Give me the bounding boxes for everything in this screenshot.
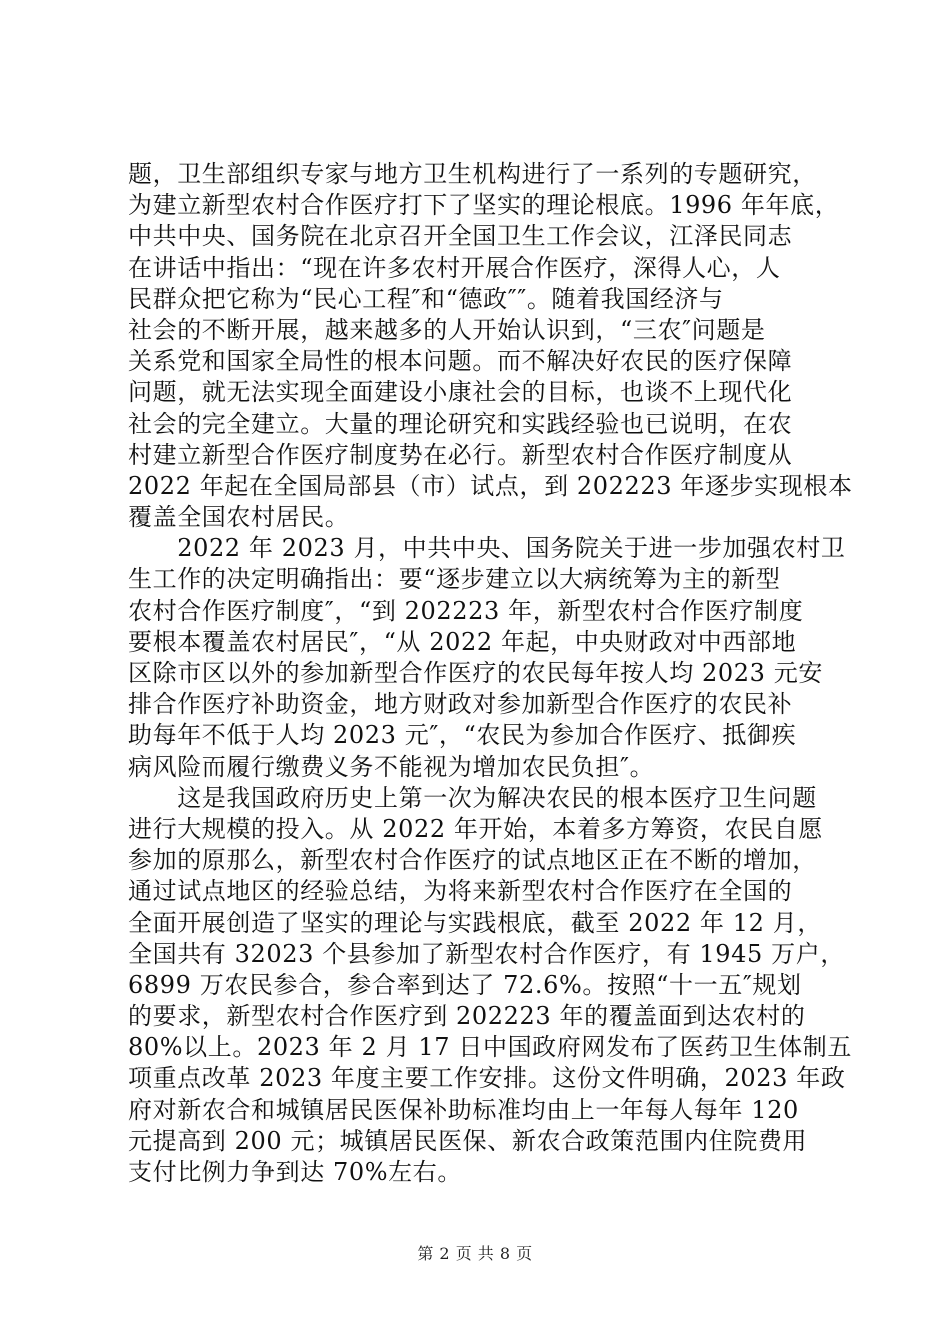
text-line: 民群众把它称为“民心工程″和“德政″″。随着我国经济与 (128, 284, 724, 313)
text-line: 生工作的决定明确指出：要“逐步建立以大病统筹为主的新型 (128, 565, 781, 594)
text-line: 项重点改革 2023 年度主要工作安排。这份文件明确，2023 年政 (128, 1064, 846, 1093)
text-line: 参加的原那么，新型农村合作医疗的试点地区正在不断的增加， (128, 846, 817, 875)
text-line: 全面开展创造了坚实的理论与实践根底，截至 2022 年 12 月， (128, 908, 822, 937)
text-line: 的要求，新型农村合作医疗到 202223 年的覆盖面到达农村的 (128, 1002, 806, 1031)
paragraph-2 (128, 533, 846, 783)
text-line: 题，卫生部组织专家与地方卫生机构进行了一系列的专题研究， (128, 160, 817, 188)
text-line: 问题，就无法实现全面建设小康社会的目标，也谈不上现代化 (128, 378, 793, 407)
text-line: 村建立新型合作医疗制度势在必行。新型农村合作医疗制度从 (128, 440, 793, 469)
text-line: 府对新农合和城镇居民医保补助标准均由上一年每人每年 120 (128, 1095, 799, 1124)
paragraph-3 (128, 783, 852, 1188)
paragraph-1 (128, 159, 853, 533)
text-line: 助每年不低于人均 2023 元″，“农民为参加合作医疗、抵御疾 (128, 721, 797, 750)
text-line: 社会的不断开展，越来越多的人开始认识到，“三农″问题是 (128, 315, 766, 344)
text-line: 中共中央、国务院在北京召开全国卫生工作会议，江泽民同志 (128, 222, 793, 251)
text-line: 要根本覆盖农村居民″，“从 2022 年起，中央财政对中西部地 (128, 627, 797, 656)
text-line: 2022 年起在全国局部县（市）试点，到 202223 年逐步实现根本 (128, 471, 853, 500)
text-line: 关系党和国家全局性的根本问题。而不解决好农民的医疗保障 (128, 347, 793, 376)
text-line: 农村合作医疗制度″，“到 202223 年，新型农村合作医疗制度 (128, 596, 804, 625)
text-line: 80%以上。2023 年 2 月 17 日中国政府网发布了医药卫生体制五 (128, 1033, 852, 1062)
text-line: 这是我国政府历史上第一次为解决农民的根本医疗卫生问题 (128, 783, 817, 812)
text-line: 元提高到 200 元；城镇居民医保、新农合政策范围内住院费用 (128, 1126, 808, 1155)
text-line: 排合作医疗补助资金，地方财政对参加新型合作医疗的农民补 (128, 690, 793, 719)
text-line: 通过试点地区的经验总结，为将来新型农村合作医疗在全国的 (128, 877, 793, 906)
text-line: 为建立新型农村合作医疗打下了坚实的理论根底。1996 年年底， (128, 191, 840, 220)
text-line: 社会的完全建立。大量的理论研究和实践经验也已说明，在农 (128, 409, 793, 438)
text-line: 支付比例力争到达 70%左右。 (128, 1158, 462, 1186)
text-line: 2022 年 2023 月，中共中央、国务院关于进一步加强农村卫 (128, 534, 846, 563)
text-line: 全国共有 32023 个县参加了新型农村合作医疗，有 1945 万户， (128, 939, 845, 968)
text-line: 进行大规模的投入。从 2022 年开始，本着多方筹资，农民自愿 (128, 814, 823, 843)
page-footer: 第 2 页 共 8 页 (417, 1244, 533, 1263)
text-line: 覆盖全国农村居民。 (128, 503, 350, 532)
text-line: 6899 万农民参合，参合率到达了 72.6%。按照“十一五″规划 (128, 970, 802, 999)
text-line: 区除市区以外的参加新型合作医疗的农民每年按人均 2023 元安 (128, 659, 823, 687)
document-body (128, 159, 853, 1188)
text-line: 病风险而履行缴费义务不能视为增加农民负担″。 (128, 752, 655, 781)
text-line: 在讲话中指出：“现在许多农村开展合作医疗，深得人心，人 (128, 253, 781, 282)
